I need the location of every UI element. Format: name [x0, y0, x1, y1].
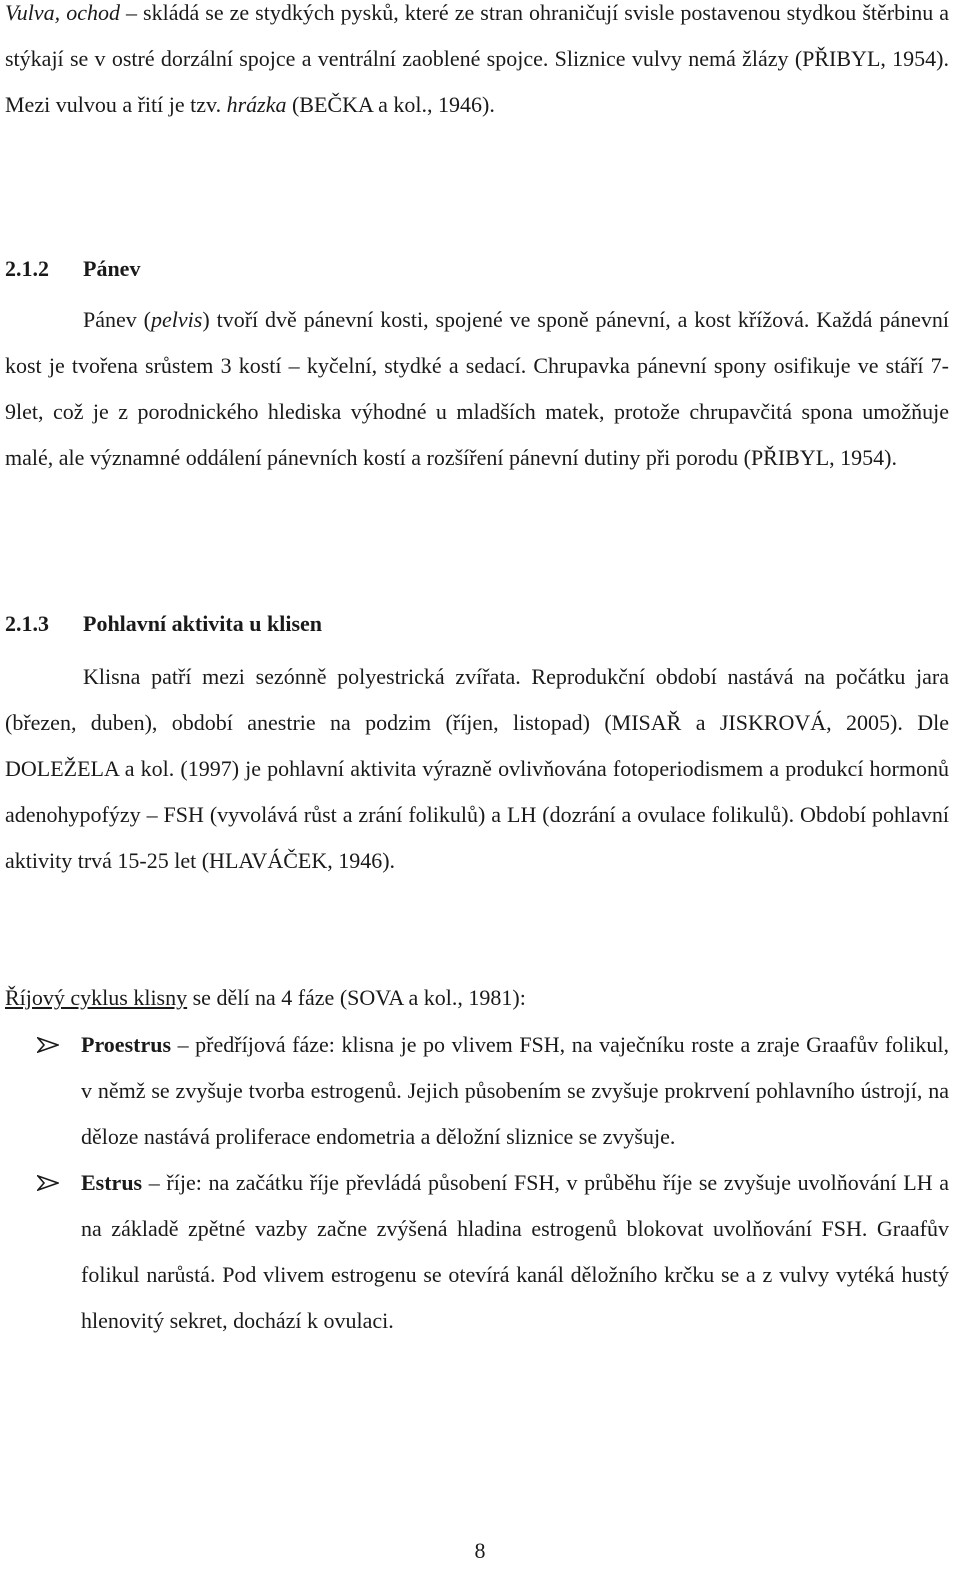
term-pelvis: pelvis — [151, 307, 203, 332]
cycle-intro-rest: se dělí na 4 fáze (SOVA a kol., 1981): — [187, 985, 526, 1010]
section-number: 2.1.2 — [5, 256, 49, 281]
cycle-intro — [5, 975, 949, 1021]
arrow-bullet-icon — [37, 1037, 59, 1053]
section-title: Pohlavní aktivita u klisen — [83, 611, 323, 636]
term-vulva: Vulva, ochod — [5, 0, 120, 25]
term-hrazka: hrázka — [226, 92, 287, 117]
intro-paragraph — [5, 0, 949, 128]
phase-text: – předříjová fáze: klisna je po vlivem FSH, na vaječníku roste a zraje Graafův folikul, v němž se zvyšuje tvorba estrogenů. Jejich působením se zvyšuje prokrvení pohlavního ústrojí, na děloze nastává proliferace endometria a děložní sliznice se zvyšuje. — [81, 1032, 949, 1149]
section-heading-pelvis — [5, 254, 140, 284]
phase-item — [37, 1160, 949, 1344]
section-number: 2.1.3 — [5, 611, 49, 636]
intro-text-1: – skládá se ze stydkých pysků, které ze stran ohraničují svisle postavenou stydkou štěrbinu a stýkají se v ostré dorzální spojce a ventrální zaoblené spojce. Sliznice vulvy nemá žlázy (PŘIBYL, 1954). Mezi vulvou a řití je tzv. — [5, 0, 949, 117]
arrow-bullet-icon — [37, 1175, 59, 1191]
phase-text: – říje: na začátku říje převládá působení FSH, v průběhu říje se zvyšuje uvolňování LH a na základě zpětné vazby začne zvýšená hladina estrogenů blokovat uvolňování FSH. Graafův folikul narůstá. Pod vlivem estrogenu se otevírá kanál děložního krčku se a z vulvy vytéká hustý hlenovitý sekret, dochází k ovulaci. — [81, 1170, 949, 1333]
section-title: Pánev — [83, 256, 141, 281]
phase-list — [37, 1022, 949, 1344]
sexual-activity-text: Klisna patří mezi sezónně polyestrická zvířata. Reprodukční období nastává na počátku jara (březen, duben), období anestrie na podzim (říjen, listopad) (MISAŘ a JISKROVÁ, 2005). Dle DOLEŽELA a kol. (1997) je pohlavní aktivita výrazně ovlivňována fotoperiodismem a produkcí hormonů adenohypofýzy – FSH (vyvolává růst a zrání folikulů) a LH (dozrání a ovulace folikulů). Období pohlavní aktivity trvá 15-25 let (HLAVÁČEK, 1946). — [5, 664, 949, 873]
cycle-title-underlined: Říjový cyklus klisny — [5, 985, 188, 1010]
intro-text-2: (BEČKA a kol., 1946). — [286, 92, 495, 117]
pelvis-text-2: ) tvoří dvě pánevní kosti, spojené ve sponě pánevní, a kost křížová. Každá pánevní kost je tvořena srůstem 3 kostí – kyčelní, stydké a sedací. Chrupavka pánevní spony osifikuje ve stáří 7-9let, což je z porodnického hlediska výhodné u mladších matek, protože chrupavčitá spona umožňuje malé, ale významné oddálení pánevních kostí a rozšíření pánevní dutiny při porodu (PŘIBYL, 1954). — [5, 307, 950, 470]
pelvis-text-1: Pánev ( — [83, 307, 152, 332]
page-number: 8 — [474, 1538, 486, 1563]
sexual-activity-paragraph — [5, 654, 949, 884]
phase-term: Estrus — [81, 1170, 143, 1195]
section-heading-sexual-activity — [5, 609, 322, 639]
pelvis-paragraph — [5, 297, 949, 481]
phase-item — [37, 1022, 949, 1160]
phase-term: Proestrus — [81, 1032, 172, 1057]
